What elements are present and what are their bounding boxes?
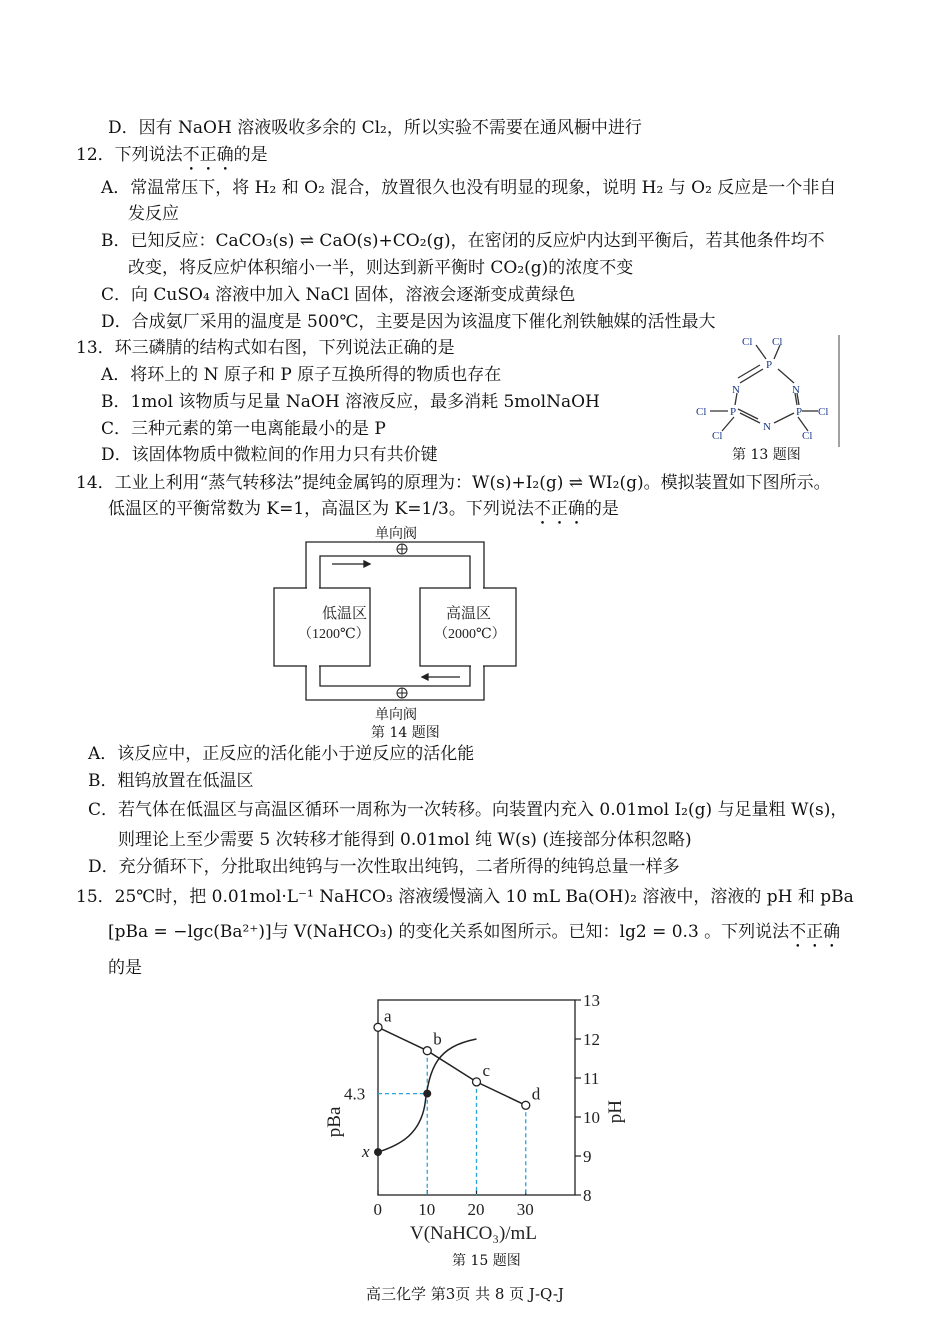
q15-chart: [318, 985, 638, 1250]
q14-stem-a: 低温区的平衡常数为 K=1，高温区为 K=1/3。下列说法: [108, 499, 534, 519]
q15-stem-line1: 15．25℃时，把 0.01mol·L⁻¹ NaHCO₃ 溶液缓慢滴入 10 mL Ba(OH)₂ 溶液中，溶液的 pH 和 pBa: [76, 887, 854, 907]
q13-option-c: C．三种元素的第一电离能最小的是 P: [101, 419, 386, 439]
q13-stem: 13．环三磷腈的结构式如右图，下列说法正确的是: [76, 338, 455, 358]
right-axis-label: pH: [605, 1099, 626, 1124]
q12-option-a-line2: 发反应: [128, 204, 179, 224]
ph-point-c: [473, 1078, 481, 1086]
q12-option-d: D．合成氨厂采用的温度是 500℃，主要是因为该温度下催化剂铁触媒的活性最大: [101, 312, 716, 332]
q14-stem-b: 的是: [584, 499, 619, 519]
q14-option-b: B．粗钨放置在低温区: [88, 771, 254, 791]
cl-atom-3: Cl: [696, 406, 707, 418]
high-zone-temp: （2000℃）: [434, 627, 506, 642]
cl-atom-4: Cl: [818, 406, 829, 418]
left-axis-label: pBa: [324, 1106, 345, 1138]
valve-bottom-label: 单向阀: [375, 707, 417, 723]
right-tick-label: 10: [583, 1108, 600, 1127]
q15-stem-line3: 的是: [108, 958, 142, 978]
left-mark-4-3: 4.3: [344, 1084, 366, 1104]
q15-figure-caption: 第 15 题图: [452, 1253, 521, 1269]
ph-point-label-d: d: [531, 1084, 541, 1104]
q12-stem: [76, 144, 268, 175]
q12-option-b-line2: 改变，将反应炉体积缩小一半，则达到新平衡时 CO₂(g)的浓度不变: [128, 258, 634, 278]
n-atom-right: N: [792, 384, 800, 396]
x-tick-label: 30: [516, 1200, 534, 1219]
right-tick-label: 12: [583, 1030, 600, 1049]
x-tick-label: 0: [373, 1200, 382, 1219]
x-tick-label: 10: [418, 1200, 436, 1219]
page-footer: 高三化学 第3页 共 8 页 J-Q-J: [366, 1285, 564, 1303]
n-atom-left: N: [732, 384, 740, 396]
q13-figure-caption: 第 13 题图: [732, 447, 801, 463]
p-atom-left: P: [730, 406, 737, 418]
q12-stem-b: 的是: [233, 145, 268, 165]
p-atom-right: P: [796, 406, 803, 418]
cl-atom-5: Cl: [712, 430, 723, 442]
right-tick-label: 13: [583, 991, 600, 1010]
q13-structure-figure: [690, 335, 850, 447]
right-tick-label: 8: [583, 1186, 592, 1205]
right-tick-label: 9: [583, 1147, 592, 1166]
q12-option-b-line1: B．已知反应：CaCO₃(s) ⇌ CaO(s)+CO₂(g)，在密闭的反应炉内达到平衡后，若其他条件均不: [101, 231, 825, 251]
pba-point-1: [423, 1090, 431, 1098]
right-tick-label: 11: [583, 1069, 600, 1088]
valve-top-label: 单向阀: [375, 526, 417, 542]
n-atom-bottom: N: [763, 421, 771, 433]
ph-point-d: [522, 1101, 530, 1109]
low-zone-temp: （1200℃）: [298, 627, 370, 642]
q13-option-b: B．1mol 该物质与足量 NaOH 溶液反应，最多消耗 5molNaOH: [101, 392, 600, 412]
ph-point-b: [423, 1047, 431, 1055]
cl-atom-6: Cl: [802, 430, 813, 442]
left-mark-x: x: [362, 1142, 370, 1162]
low-zone-label: 低温区: [322, 606, 368, 622]
q14-stem-line1: 14．工业上利用“蒸气转移法”提纯金属钨的原理为：W(s)+I₂(g) ⇌ WI₂(g)。模拟装置如下图所示。: [76, 473, 831, 493]
x-tick-label: 20: [467, 1200, 485, 1219]
pba-point-0: [374, 1148, 382, 1156]
high-zone-label: 高温区: [446, 606, 492, 622]
q14-option-d: D．充分循环下，分批取出纯钨与一次性取出纯钨，二者所得的纯钨总量一样多: [88, 857, 680, 877]
q14-option-c-line1: C．若气体在低温区与高温区循环一周称为一次转移。向装置内充入 0.01mol I₂(g) 与足量粗 W(s)，: [88, 800, 848, 820]
ph-point-label-a: a: [384, 1006, 392, 1026]
ph-point-label-c: c: [482, 1060, 491, 1080]
q13-option-a: A．将环上的 N 原子和 P 原子互换所得的物质也存在: [101, 365, 502, 385]
q14-figure-caption: 第 14 题图: [371, 725, 440, 741]
q14-option-c-line2: 则理论上至少需要 5 次转移才能得到 0.01mol 纯 W(s) (连接部分体积忽略): [118, 830, 692, 850]
q14-option-a: A．该反应中，正反应的活化能小于逆反应的活化能: [88, 744, 475, 764]
q14-stem-emphasis: 不正确: [533, 499, 585, 519]
q15-stem-line2: [108, 921, 840, 952]
q12-stem-a: 12．下列说法: [76, 145, 183, 165]
q12-option-a-line1: A．常温常压下，将 H₂ 和 O₂ 混合，放置很久也没有明显的现象，说明 H₂ 与 O₂ 反应是一个非自: [101, 178, 837, 198]
q15-stem-a: [pBa = −lgc(Ba²⁺)]与 V(NaHCO₃) 的变化关系如图所示。已知：lg2 = 0.3 。下列说法: [108, 922, 790, 942]
x-axis-label: V(NaHCO₃)/mL: [410, 1223, 537, 1244]
p-atom-top: P: [766, 359, 773, 371]
q15-stem-emphasis: 不正确: [789, 922, 841, 942]
q11-option-d: D．因有 NaOH 溶液吸收多余的 Cl₂，所以实验不需要在通风橱中进行: [108, 118, 642, 138]
q13-option-d: D．该固体物质中微粒间的作用力只有共价键: [101, 445, 438, 465]
q12-stem-emphasis: 不正确: [182, 145, 234, 165]
cl-atom-1: Cl: [742, 336, 753, 348]
q12-option-c: C．向 CuSO₄ 溶液中加入 NaCl 固体，溶液会逐渐变成黄绿色: [101, 285, 576, 305]
ph-point-a: [374, 1023, 382, 1031]
cl-atom-2: Cl: [772, 336, 783, 348]
ph-point-label-b: b: [433, 1029, 442, 1049]
